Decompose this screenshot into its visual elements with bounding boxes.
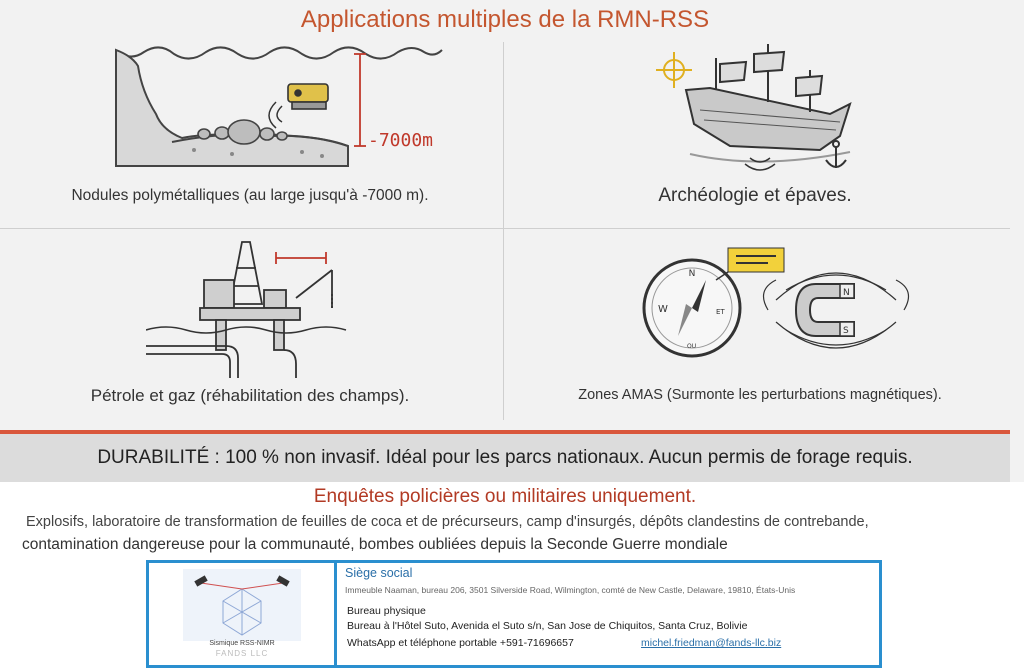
whatsapp-phone: WhatsApp et téléphone portable +591-71696657 bbox=[347, 637, 574, 649]
police-line-1: Explosifs, laboratoire de transformation de feuilles de coca et de précurseurs, camp d'insurgés, dépôts clandestins de contrebande, bbox=[26, 514, 869, 530]
bureau-address: Bureau à l'Hôtel Suto, Avenida el Suto s/n, San Jose de Chiquitos, Santa Cruz, Bolivie bbox=[347, 620, 748, 632]
svg-text:S: S bbox=[843, 326, 849, 336]
anchor-icon bbox=[826, 141, 846, 168]
svg-text:ET: ET bbox=[716, 308, 725, 316]
caption-petrole: Pétrole et gaz (réhabilitation des champs). bbox=[90, 386, 410, 405]
svg-text:N: N bbox=[688, 269, 696, 279]
grid-horizontal-divider bbox=[0, 228, 1010, 229]
logo-watermark: FANDS LLC bbox=[215, 649, 269, 658]
satellite-network-icon bbox=[183, 569, 301, 641]
page-title: Applications multiples de la RMN-RSS bbox=[300, 6, 710, 33]
seafloor-nodules-illustration bbox=[112, 42, 452, 182]
grid-vertical-divider bbox=[503, 42, 504, 420]
siege-title: Siège social bbox=[345, 566, 413, 580]
bureau-title: Bureau physique bbox=[347, 605, 426, 617]
police-title: Enquêtes policières ou militaires uniquement. bbox=[313, 486, 697, 507]
contact-footer bbox=[146, 560, 882, 668]
depth-label: -7000m bbox=[368, 130, 434, 151]
magnet-icon bbox=[796, 284, 854, 336]
siege-address: Immeuble Naaman, bureau 206, 3501 Silverside Road, Wilmington, comté de New Castle, Delaware, 19810, États-Unis bbox=[345, 585, 796, 595]
caption-amas: Zones AMAS (Surmonte les perturbations magnétiques). bbox=[578, 387, 942, 403]
target-icon bbox=[656, 52, 692, 88]
svg-text:W: W bbox=[658, 304, 668, 315]
shipwreck-illustration bbox=[650, 40, 870, 180]
svg-text:OU: OU bbox=[687, 343, 697, 350]
email-link[interactable]: michel.friedman@fands-llc.biz bbox=[641, 637, 782, 649]
compass-magnet-illustration bbox=[636, 240, 936, 370]
caption-archeo: Archéologie et épaves. bbox=[658, 185, 852, 206]
company-logo bbox=[149, 563, 337, 665]
svg-text:N: N bbox=[843, 288, 850, 298]
oil-platform-illustration bbox=[146, 238, 366, 380]
caption-nodules: Nodules polymétalliques (au large jusqu'à -7000 m). bbox=[71, 187, 429, 204]
logo-text: Sismique RSS-NIMR bbox=[209, 640, 275, 647]
durability-banner: DURABILITÉ : 100 % non invasif. Idéal pour les parcs nationaux. Aucun permis de forage requis. bbox=[0, 434, 1010, 482]
police-line-2: contamination dangereuse pour la communauté, bombes oubliées depuis la Seconde Guerre mondiale bbox=[22, 536, 728, 553]
